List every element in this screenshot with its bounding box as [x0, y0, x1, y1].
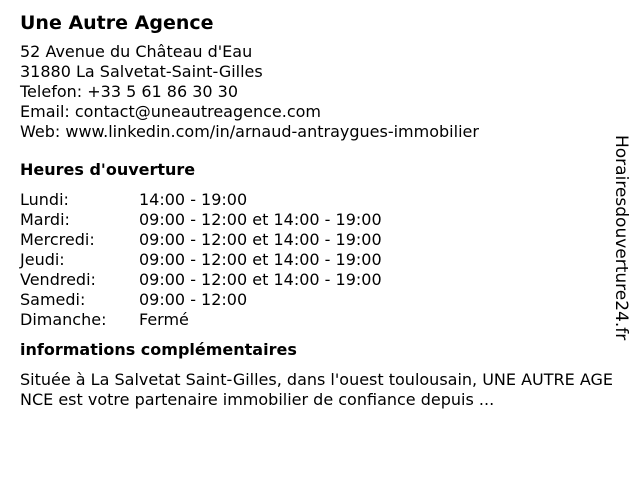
hours-time: 14:00 - 19:00 [139, 190, 248, 209]
hours-row-lundi [20, 190, 620, 210]
hours-day: Mardi: [20, 210, 70, 229]
hours-row-jeudi [20, 250, 620, 270]
hours-row-samedi [20, 290, 620, 310]
hours-day: Dimanche: [20, 310, 107, 329]
hours-time: 09:00 - 12:00 et 14:00 - 19:00 [139, 250, 382, 269]
hours-day: Vendredi: [20, 270, 96, 289]
hours-time: 09:00 - 12:00 et 14:00 - 19:00 [139, 210, 382, 229]
hours-time: 09:00 - 12:00 et 14:00 - 19:00 [139, 230, 382, 249]
opening-hours-title: Heures d'ouverture [20, 160, 196, 179]
hours-time: 09:00 - 12:00 [139, 290, 248, 309]
hours-time: Fermé [139, 310, 189, 329]
hours-row-mercredi [20, 230, 620, 250]
hours-day: Jeudi: [20, 250, 65, 269]
agency-card [20, 10, 620, 410]
opening-hours-list [20, 190, 620, 330]
hours-row-dimanche [20, 310, 620, 330]
address-line-2: 31880 La Salvetat-Saint-Gilles [20, 62, 263, 81]
web-line[interactable]: Web: www.linkedin.com/in/arnaud-antraygues-immobilier [20, 122, 479, 141]
address-line-1: 52 Avenue du Château d'Eau [20, 42, 253, 61]
additional-info-text: Située à La Salvetat Saint-Gilles, dans l'ouest toulousain, UNE AUTRE AGENCE est votre partenaire immobilier de confiance depuis ... [20, 370, 614, 409]
hours-day: Mercredi: [20, 230, 95, 249]
hours-day: Lundi: [20, 190, 69, 209]
agency-name: Une Autre Agence [20, 12, 214, 34]
site-watermark: Horairesdouverture24.fr [611, 135, 631, 341]
additional-info-title: informations complémentaires [20, 340, 297, 359]
hours-time: 09:00 - 12:00 et 14:00 - 19:00 [139, 270, 382, 289]
hours-day: Samedi: [20, 290, 86, 309]
email-line[interactable]: Email: contact@uneautreagence.com [20, 102, 321, 121]
hours-row-mardi [20, 210, 620, 230]
phone-line[interactable]: Telefon: +33 5 61 86 30 30 [20, 82, 239, 101]
hours-row-vendredi [20, 270, 620, 290]
